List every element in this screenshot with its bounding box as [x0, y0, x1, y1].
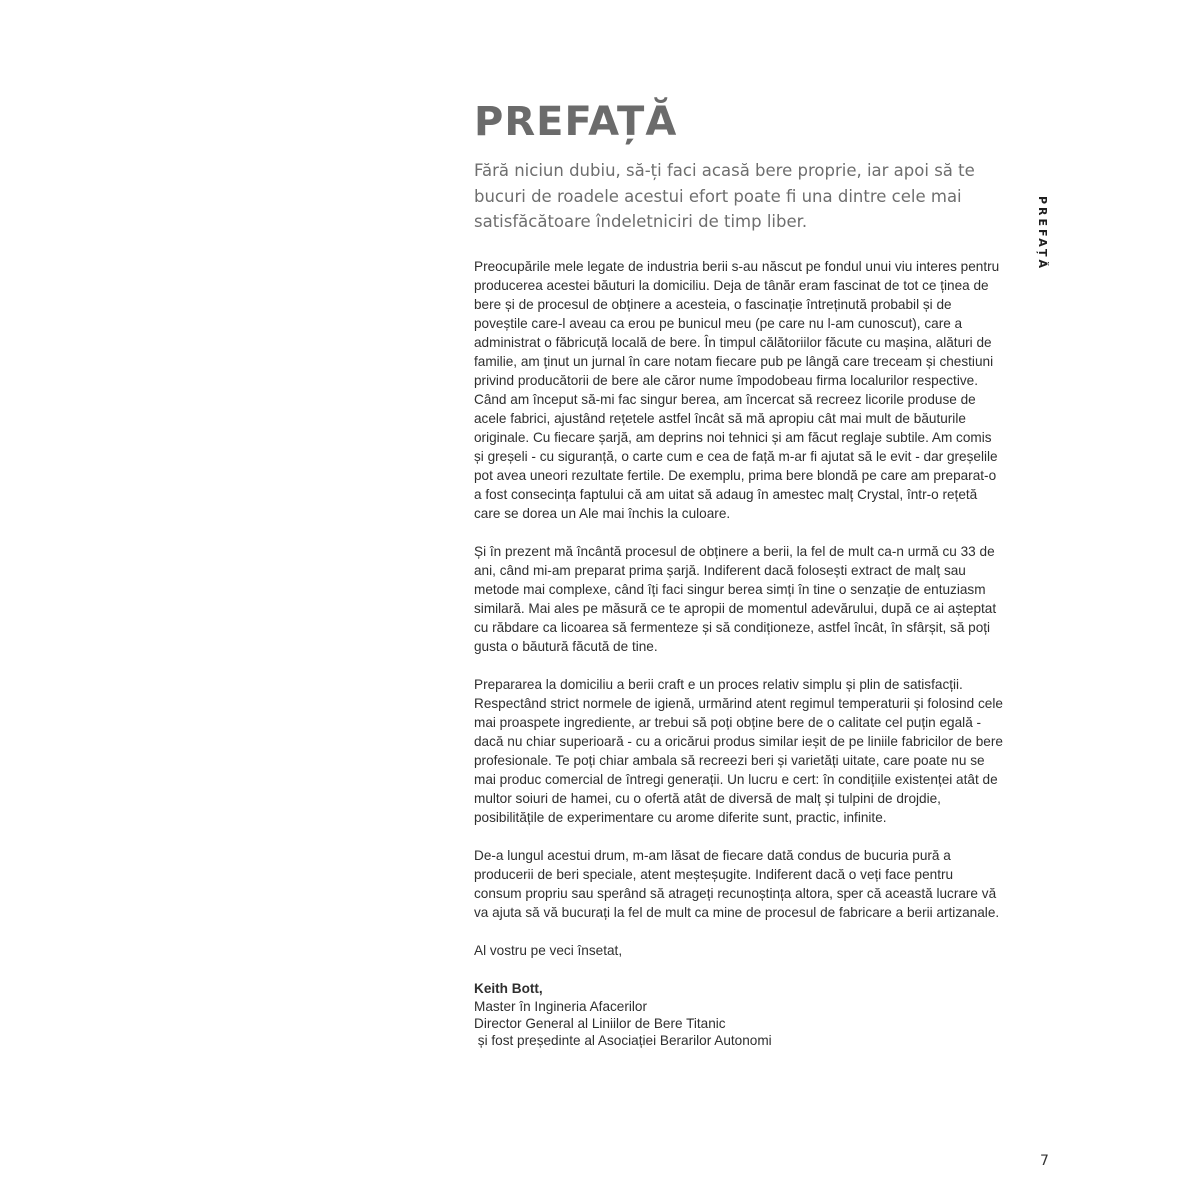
body-paragraph-4: De-a lungul acestui drum, m-am lăsat de fiecare dată condus de bucuria pură a producerii de beri speciale, atent meșteșugite. Indiferent dacă o veți face pentru consum propriu sau sperând să atrageți recunoștința altora, sper că această lucrare vă va ajuta să vă bucurați la fel de mult ca mine de procesul de fabricare a berii artizanale. [474, 847, 1000, 920]
signature-title-2: Director General al Liniilor de Bere Titanic [474, 1015, 726, 1031]
side-section-label: PREFAȚĂ [1036, 196, 1049, 271]
body-paragraph-2: Și în prezent mă încântă procesul de obținere a berii, la fel de mult ca-n urmă cu 33 de ani, când mi-am preparat prima șarjă. Indiferent dacă folosești extract de malț sau metode mai complexe, când îți faci singur berea simți în tine o senzație de entuziasm similară. Mai ales pe măsură ce te apropii de momentul adevărului, după ce ai așteptat cu răbdare ca licoarea să fermenteze și să condiționeze, astfel încât, în sfârșit, să poți gusta o băutură făcută de tine. [474, 543, 997, 654]
body-paragraph-1: Preocupările mele legate de industria berii s-au născut pe fondul unui viu interes pentru producerea acestei băuturi la domiciliu. Deja de tânăr eram fascinat de tot ce ținea de bere și de procesul de obținere a acesteia, o fascinație întreținută probabil și de poveștile care-l aveau ca erou pe bunicul meu (pe care nu l-am cunoscut), care a administrat o făbricuță locală de bere. În timpul călătoriilor făcute cu mașina, alături de familie, am ținut un jurnal în care notam fiecare pub pe lângă care treceam și chestiuni privind producătorii de bere ale căror nume împodobeau firma localurilor respective. Când am început să-mi fac singur berea, am încercat să recreez licorile produse de acele fabrici, ajustând rețetele astfel încât să mă apropiu cât mai mult de băuturile originale. Cu fiecare șarjă, am deprins noi tehnici și am făcut reglaje subtile. Am comis și greșeli - cu siguranță, o carte cum e cea de față m-ar fi ajutat să le evit - dar greșelile pot avea uneori rezultate fertile. De exemplu, prima bere blondă pe care am preparat-o a fost consecința faptului că am uitat să adaug în amestec malț Crystal, într-o rețetă care se dorea un Ale mai închis la culoare. [474, 258, 1000, 521]
page-title: PREFAȚĂ [474, 99, 678, 145]
signature-name: Keith Bott, [474, 980, 543, 996]
body-paragraph-3: Prepararea la domiciliu a berii craft e un proces relativ simplu și plin de satisfacții. Respectând strict normele de igienă, urmărind atent regimul temperaturii și folosind cele mai proaspete ingrediente, ar trebui să poți obține bere de o calitate cel puțin egală - dacă nu chiar superioară - cu a oricărui produs similar ieșit de pe liniile fabricilor de bere profesionale. Te poți chiar ambala să recreezi beri și varietăți uitate, care poate nu se mai produc comercial de întregi generații. Un lucru e cert: în condițiile existenței atât de multor soiuri de hamei, cu o ofertă atât de diversă de malț și tulpini de drojdie, posibilitățile de experimentare cu arome diferite sunt, practic, infinite. [474, 676, 1003, 825]
signature-title-1: Master în Ingineria Afacerilor [474, 998, 648, 1014]
signature-block [474, 979, 1004, 1049]
closing-line: Al vostru pe veci însetat, [474, 942, 623, 958]
page-number: 7 [1040, 1153, 1049, 1169]
signature-title-3: și fost președinte al Asociației Berarilor Autonomi [474, 1032, 772, 1048]
lead-paragraph: Fără niciun dubiu, să-ți faci acasă bere proprie, iar apoi să te bucuri de roadele acestui efort poate fi una dintre cele mai satisfăcătoare îndeletniciri de timp liber. [474, 161, 975, 231]
preface-text-column [474, 96, 1004, 1049]
